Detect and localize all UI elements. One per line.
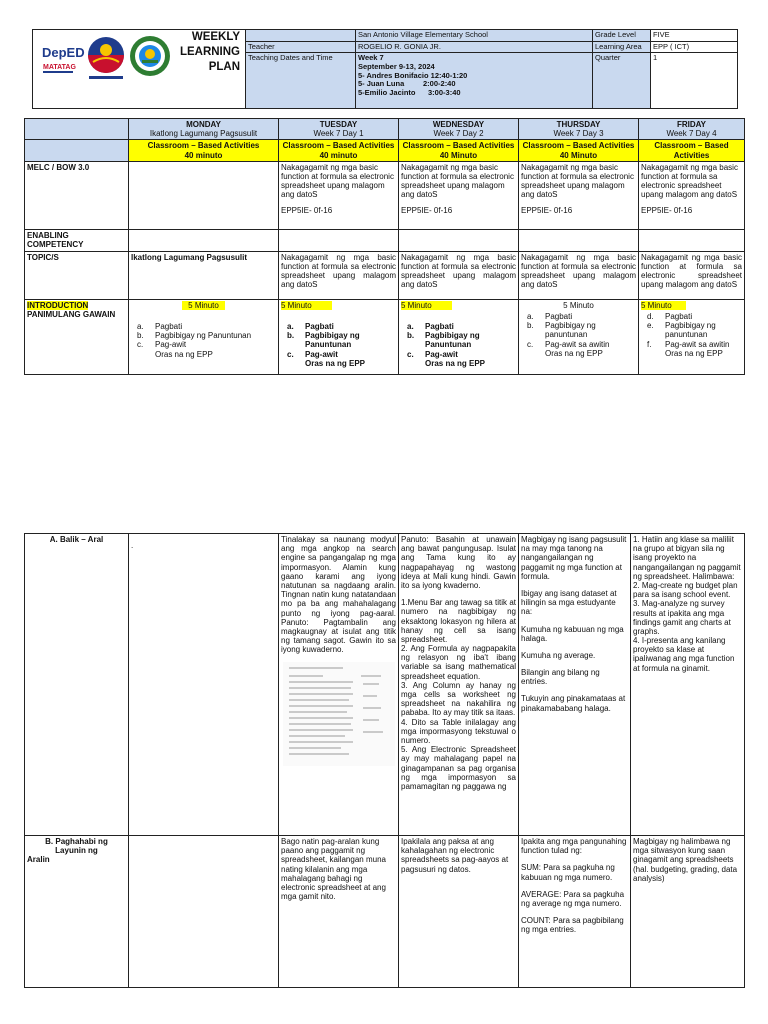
paghahabi-tuesday: Bago natin pag-aralan kung paano ang paggamit ng spreadsheet, kailangan muna nating kilalanin ang mga mahalagang bahagi ng electronic spreadsheet at ang mga gamit nito.: [279, 836, 399, 988]
day-tuesday: TUESDAY Week 7 Day 1: [279, 119, 399, 140]
topic-tuesday: Nakagagamit ng mga basic function at formula sa electronic spreadsheet upang malagom ang datoS: [279, 251, 399, 299]
corner-cell-2: [25, 140, 129, 161]
enabling-wednesday: [399, 229, 519, 251]
intro-thursday: 5 Minuto a. Pagbati b. Pagbibigay ng panuntunan c. Pag-awit sa awitin Oras na ng EPP: [519, 299, 639, 374]
enabling-monday: [129, 229, 279, 251]
activity-monday: Classroom – Based Activities 40 minuto: [129, 140, 279, 161]
activity-wednesday: Classroom – Based Activities 40 Minuto: [399, 140, 519, 161]
svg-text:DepED: DepED: [42, 45, 85, 60]
section-1: 5- Andres Bonifacio 12:40-1:20: [358, 70, 468, 80]
intro-monday: 5 Minuto a. Pagbati b. Pagbibigay ng Panuntunan c. Pag-awit Oras na ng EPP: [129, 299, 279, 374]
grade-level-label: Grade Level: [593, 30, 651, 42]
balik-wednesday: Panuto: Basahin at unawain ang bawat pangungusap. Isulat ang Tama kung ito ay nagpapahayag ng wastong ideya at Mali kung hindi. Gawin ito sa iyong kwaderno. 1.Menu Bar ang tawag sa titik at numero na nagbibigay ng eksaktong lokasyon ng hilera at hanay ng cell sa isang spreadsheet. 2. Ang Formula ay nagpapakita ng relasyon ng iba't ibang variable sa isang mathematical spreadsheet equation. 3. Ang Column ay hanay ng mga cells sa worksheet ng spreadsheet na nakahilira ng pababa. Ito ay may titik sa itaas. 4. Dito sa Table inilalagay ang mga impormasyong tekstuwal o numero. 5. Ang Electronic Spreadsheet ay may mahalagang papel na ginagampanan sa pag organisa ng mga impormasyon sa pamamagitan ng paggawa ng: [399, 534, 519, 836]
learning-area-label: Learning Area: [593, 41, 651, 53]
week-text: Week 7: [358, 53, 384, 63]
melc-tuesday: Nakagagamit ng mga basic function at formula sa electronic spreadsheet upang malagom ang datoS EPP5IE- 0f-16: [279, 161, 399, 229]
balik-monday: .: [129, 534, 279, 836]
schedule-cell: [356, 53, 593, 109]
grade-level-value: FIVE: [651, 30, 738, 42]
plan-title: WEEKLY LEARNING PLAN: [179, 31, 240, 73]
day-monday: MONDAY Ikatlong Lagumang Pagsusulit: [129, 119, 279, 140]
melc-monday: [129, 161, 279, 229]
intro-wednesday: 5 Minuto a. Pagbati b. Pagbibigay ng Panuntunan c. Pag-awit Oras na ng EPP: [399, 299, 519, 374]
bagong-pilipinas-logo: [85, 34, 127, 82]
day-friday: FRIDAY Week 7 Day 4: [639, 119, 745, 140]
activity-thursday: Classroom – Based Activities 40 Minuto: [519, 140, 639, 161]
topic-wednesday: Nakagagamit ng mga basic function at formula sa electronic spreadsheet upang malagom ang datoS: [399, 251, 519, 299]
quarter-label: Quarter: [593, 53, 651, 109]
intro-label: INTRODUCTION: [27, 300, 89, 310]
teacher-label: Teacher: [246, 41, 356, 53]
paghahabi-label: B. Paghahabi ng Layunin ng Aralin: [25, 836, 129, 988]
activity-friday: Classroom – Based Activities: [639, 140, 745, 161]
dates-text: September 9-13, 2024: [358, 61, 435, 71]
paghahabi-wednesday: Ipakilala ang paksa at ang kahalagahan ng electronic spreadsheets sa pag-aayos at pagsusuri ng datos.: [399, 836, 519, 988]
section-2: 5- Juan Luna 2:00-2:40: [358, 79, 456, 89]
balik-thursday: Magbigay ng isang pagsusulit na may mga tanong na nangangailangan ng paggamit ng mga function at formula. Ibigay ang isang dataset at hilingin sa mga estudyante na: Kumuha ng kabuuan ng mga halaga. Kumuha ng average. Bilangin ang bilang ng entries. Tukuyin ang pinakamataas at pinakamababang halaga.: [519, 534, 631, 836]
intro-friday: 5 Minuto d. Pagbati e. Pagbibigay ng panuntunan f. Pag-awit sa awitin Oras na ng EPP: [639, 299, 745, 374]
topic-friday: Nakagagamit ng mga basic function at formula sa electronic spreadsheet upang malagom ang datoS: [639, 251, 745, 299]
activity-tuesday: Classroom – Based Activities 40 minuto: [279, 140, 399, 161]
day-thursday: THURSDAY Week 7 Day 3: [519, 119, 639, 140]
enabling-friday: [639, 229, 745, 251]
deped-logo: [40, 39, 85, 79]
enabling-tuesday: [279, 229, 399, 251]
paghahabi-thursday: Ipakita ang mga pangunahing function tulad ng: SUM: Para sa pagkuha ng kabuuan ng mga numero. AVERAGE: Para sa pagkuha ng average ng mga numero. COUNT: Para sa pagbibilang ng mga entries.: [519, 836, 631, 988]
day-wednesday: WEDNESDAY Week 7 Day 2: [399, 119, 519, 140]
melc-thursday: Nakagagamit ng mga basic function at formula sa electronic spreadsheet upang malagom ang datoS EPP5IE- 0f-16: [519, 161, 639, 229]
enabling-thursday: [519, 229, 639, 251]
corner-cell: [25, 119, 129, 140]
svg-text:MATATAG: MATATAG: [43, 64, 76, 71]
teacher-name: ROGELIO R. GONIA JR.: [356, 41, 593, 53]
balik-tuesday: Tinalakay sa naunang modyul ang mga angkop na search engine sa pangangalap ng mga impormasyon. Alamin kung gaano karami ang iyong natutunan sa nagdaang aralin. Tingnan natin kung natatandaan mo pa ba ang mahahalagang punto ng iyong pag-aaral. Panuto: Pagtambalin ang magkaugnay at isulat ang titik ng tamang sagot. Gawin ito sa iyong kuwaderno.: [279, 534, 399, 836]
plan-table-1: [24, 118, 745, 375]
intro-tuesday: 5 Minuto a. Pagbati b. Pagbibigay ng Panuntunan c. Pag-awit Oras na ng EPP: [279, 299, 399, 374]
school-seal-logo: [128, 34, 172, 78]
section-3: 5-Emilio Jacinto 3:00-3:40: [358, 87, 461, 97]
logo-title-cell: [33, 30, 246, 109]
header-table: [32, 29, 738, 109]
plan-table-2: [24, 533, 745, 988]
topic-label: TOPIC/S: [25, 251, 129, 299]
topic-thursday: Nakagagamit ng mga basic function at formula sa electronic spreadsheet upang malagom ang datoS: [519, 251, 639, 299]
paghahabi-friday: Magbigay ng halimbawa ng mga sitwasyon kung saan ginagamit ang spreadsheets (hal. budgeting, grading, data analysis): [631, 836, 745, 988]
intro-sublabel: PANIMULANG GAWAIN: [27, 309, 116, 319]
topic-monday: Ikatlong Lagumang Pagsusulit: [129, 251, 279, 299]
balik-friday: 1. Hatiin ang klase sa maliliit na grupo at bigyan sila ng isang proyekto na nangangailangan ng paggamit ng spreadsheet. Halimbawa: 2. Mag-create ng budget plan para sa isang school event. 3. Mag-analyze ng survey results at ipakita ang mga findings gamit ang charts at graphs. 4. I-presenta ang kanilang proyekto sa klase at ipaliwanag ang mga function at formula na ginamit.: [631, 534, 745, 836]
empty-label: [246, 30, 356, 42]
teaching-dates-label: Teaching Dates and Time: [246, 53, 356, 109]
school-name: San Antonio Village Elementary School: [356, 30, 593, 42]
intro-label-cell: [25, 299, 129, 374]
enabling-label: ENABLING COMPETENCY: [25, 229, 129, 251]
melc-label: MELC / BOW 3.0: [25, 161, 129, 229]
quarter-value: 1: [651, 53, 738, 109]
melc-wednesday: Nakagagamit ng mga basic function at formula sa electronic spreadsheet upang malagom ang datoS EPP5IE- 0f-16: [399, 161, 519, 229]
melc-friday: Nakagagamit ng mga basic function at formula sa electronic spreadsheet upang malagom ang datoS EPP5IE- 0f-16: [639, 161, 745, 229]
learning-area-value: EPP ( ICT): [651, 41, 738, 53]
balik-label: A. Balik – Aral: [25, 534, 129, 836]
paghahabi-monday: [129, 836, 279, 988]
worksheet-thumbnail: [283, 662, 395, 766]
